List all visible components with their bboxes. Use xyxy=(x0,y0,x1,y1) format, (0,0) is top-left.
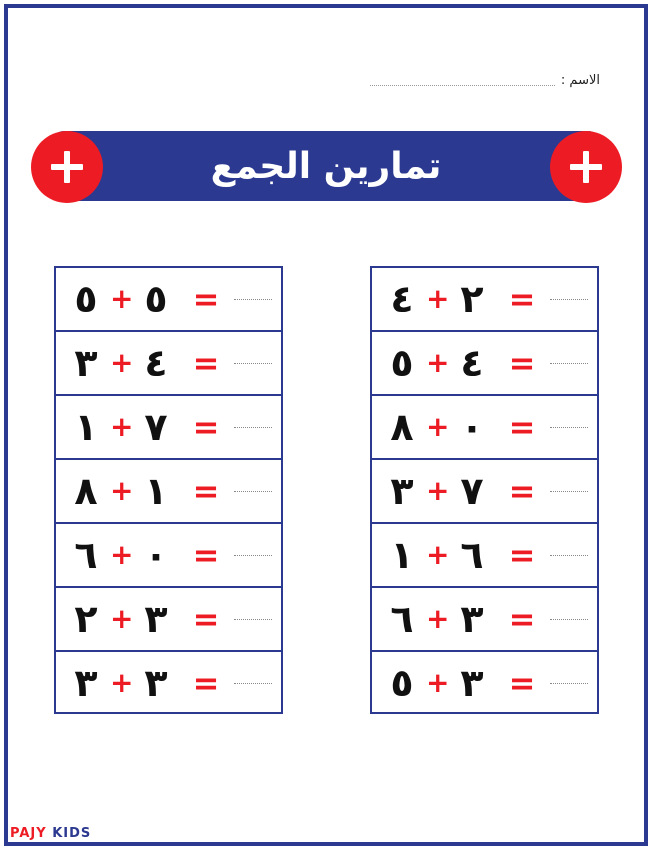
plus-icon xyxy=(31,131,103,203)
plus-sign: + xyxy=(110,538,134,571)
addend-a: ٢ xyxy=(74,597,98,641)
addend-a: ٥ xyxy=(74,277,98,321)
equals-sign: = xyxy=(508,664,536,702)
equals-sign: = xyxy=(192,408,220,446)
answer-blank[interactable] xyxy=(550,298,588,300)
equals-sign: = xyxy=(508,600,536,638)
answer-blank[interactable] xyxy=(234,362,272,364)
answer-blank[interactable] xyxy=(234,298,272,300)
equals-sign: = xyxy=(192,472,220,510)
equals-sign: = xyxy=(508,344,536,382)
exercise-row xyxy=(56,332,281,396)
addend-b: ٠ xyxy=(144,533,168,577)
answer-blank[interactable] xyxy=(550,362,588,364)
addend-b: ٠ xyxy=(460,405,484,449)
addend-b: ٧ xyxy=(144,405,168,449)
exercise-row xyxy=(56,652,281,716)
plus-sign: + xyxy=(110,346,134,379)
addend-b: ٦ xyxy=(460,533,484,577)
exercise-table-right xyxy=(370,266,599,714)
exercise-row xyxy=(372,588,597,652)
brand-logo xyxy=(10,826,91,841)
brand-part-2: KIDS xyxy=(52,826,92,841)
equals-sign: = xyxy=(508,408,536,446)
plus-sign: + xyxy=(110,282,134,315)
plus-sign: + xyxy=(426,538,450,571)
answer-blank[interactable] xyxy=(234,618,272,620)
answer-blank[interactable] xyxy=(234,554,272,556)
exercise-row xyxy=(56,396,281,460)
plus-sign: + xyxy=(426,346,450,379)
exercise-row xyxy=(372,460,597,524)
title-banner xyxy=(50,131,602,201)
addend-a: ١ xyxy=(74,405,98,449)
addend-b: ٣ xyxy=(144,597,168,641)
exercise-row xyxy=(372,652,597,716)
plus-sign: + xyxy=(110,602,134,635)
exercise-row xyxy=(372,396,597,460)
addend-b: ٣ xyxy=(460,661,484,705)
exercise-row xyxy=(56,524,281,588)
answer-blank[interactable] xyxy=(550,554,588,556)
page-title: تمارين الجمع xyxy=(210,145,442,187)
equals-sign: = xyxy=(192,280,220,318)
plus-sign: + xyxy=(426,282,450,315)
plus-sign: + xyxy=(426,666,450,699)
addend-a: ٣ xyxy=(74,341,98,385)
answer-blank[interactable] xyxy=(550,490,588,492)
equals-sign: = xyxy=(192,664,220,702)
equals-sign: = xyxy=(192,600,220,638)
addend-a: ٦ xyxy=(74,533,98,577)
addend-a: ٨ xyxy=(74,469,98,513)
addend-a: ٣ xyxy=(390,469,414,513)
student-name-field[interactable] xyxy=(370,70,600,90)
plus-sign: + xyxy=(110,410,134,443)
exercise-row xyxy=(56,460,281,524)
answer-blank[interactable] xyxy=(550,426,588,428)
addend-a: ٨ xyxy=(390,405,414,449)
name-label: الاسم : xyxy=(560,72,600,88)
plus-sign: + xyxy=(426,602,450,635)
exercise-row xyxy=(372,268,597,332)
addend-a: ٦ xyxy=(390,597,414,641)
answer-blank[interactable] xyxy=(234,426,272,428)
exercise-row xyxy=(372,332,597,396)
equals-sign: = xyxy=(508,536,536,574)
plus-sign: + xyxy=(426,410,450,443)
addend-a: ٣ xyxy=(74,661,98,705)
addend-b: ٣ xyxy=(460,597,484,641)
plus-sign: + xyxy=(110,474,134,507)
equals-sign: = xyxy=(508,280,536,318)
addend-b: ٤ xyxy=(144,341,168,385)
equals-sign: = xyxy=(192,536,220,574)
equals-sign: = xyxy=(192,344,220,382)
answer-blank[interactable] xyxy=(234,682,272,684)
addend-a: ١ xyxy=(390,533,414,577)
exercise-row xyxy=(56,588,281,652)
addend-a: ٥ xyxy=(390,661,414,705)
addend-b: ٥ xyxy=(144,277,168,321)
exercise-table-left xyxy=(54,266,283,714)
addend-b: ١ xyxy=(144,469,168,513)
addend-b: ٤ xyxy=(460,341,484,385)
addend-a: ٤ xyxy=(390,277,414,321)
addend-a: ٥ xyxy=(390,341,414,385)
exercise-row xyxy=(56,268,281,332)
plus-sign: + xyxy=(110,666,134,699)
answer-blank[interactable] xyxy=(550,618,588,620)
addend-b: ٧ xyxy=(460,469,484,513)
addend-b: ٣ xyxy=(144,661,168,705)
answer-blank[interactable] xyxy=(550,682,588,684)
exercise-row xyxy=(372,524,597,588)
name-blank-line[interactable] xyxy=(370,74,555,86)
plus-sign: + xyxy=(426,474,450,507)
addend-b: ٢ xyxy=(460,277,484,321)
plus-icon xyxy=(550,131,622,203)
equals-sign: = xyxy=(508,472,536,510)
answer-blank[interactable] xyxy=(234,490,272,492)
brand-part-1: PAJY xyxy=(10,826,47,841)
